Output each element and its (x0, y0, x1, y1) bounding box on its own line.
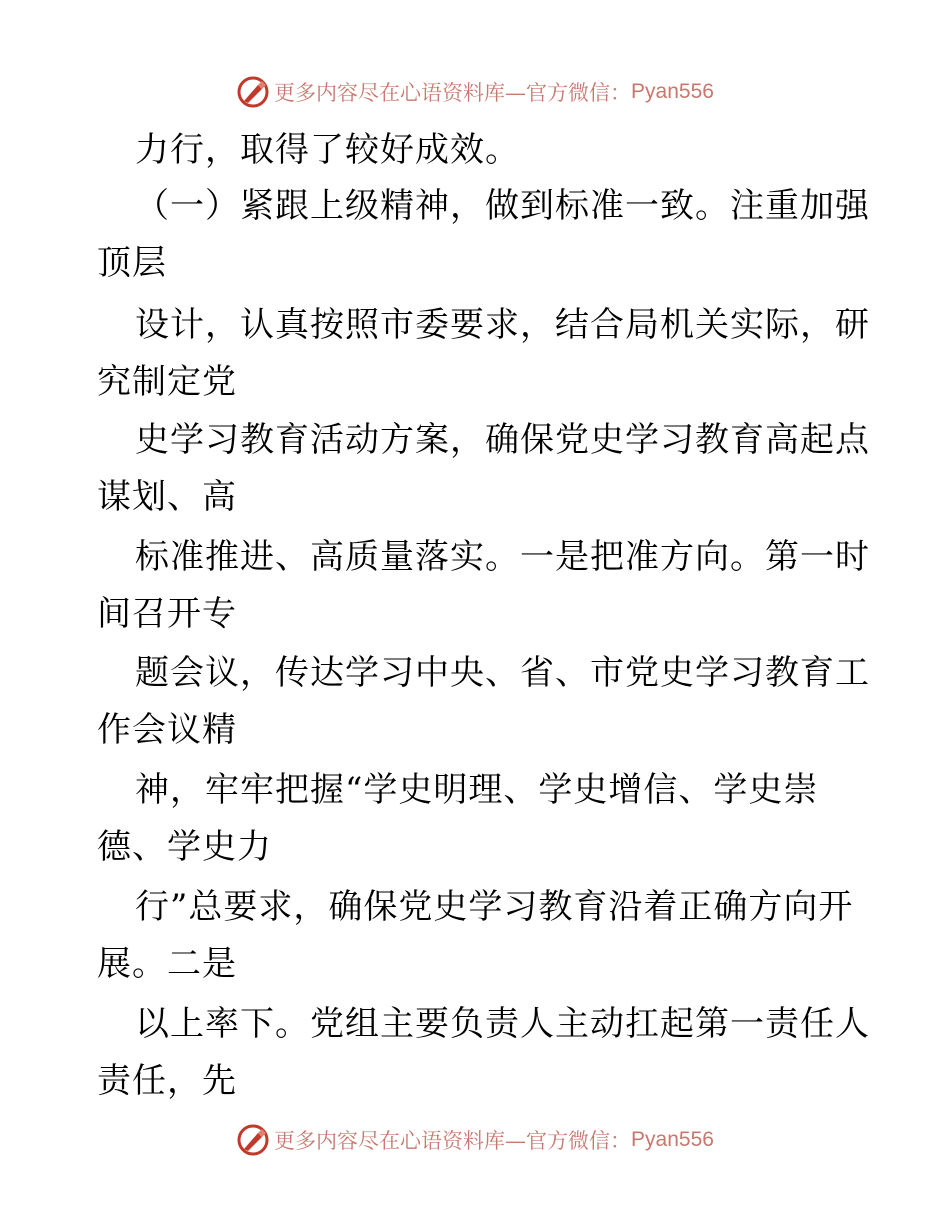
pen-logo-icon (236, 75, 270, 109)
text-line: 作会议精 (97, 710, 237, 750)
watermark-text: 更多内容尽在心语资料库—官方微信： (274, 1129, 632, 1153)
watermark-text: 更多内容尽在心语资料库—官方微信： (274, 81, 632, 105)
watermark-wechat-id: Pyan556 (631, 1128, 714, 1151)
text-line: 神，牢牢把握“学史明理、学史增信、学史崇 (135, 770, 819, 810)
text-line: 展。二是 (97, 944, 237, 984)
text-line: 究制定党 (97, 362, 237, 402)
text-line: 设计，认真按照市委要求，结合局机关实际，研 (135, 305, 870, 345)
text-line: 顶层 (97, 243, 167, 283)
watermark-footer (0, 1120, 950, 1160)
text-line: 史学习教育活动方案，确保党史学习教育高起点 (135, 420, 870, 460)
text-line: 德、学史力 (97, 827, 272, 867)
watermark-header (0, 72, 950, 112)
pen-logo-icon (236, 1123, 270, 1157)
text-line: 以上率下。党组主要负责人主动扛起第一责任人 (135, 1004, 870, 1044)
watermark-wechat-id: Pyan556 (631, 80, 714, 103)
text-line: 题会议，传达学习中央、省、市党史学习教育工 (135, 653, 870, 693)
text-line: 力行，取得了较好成效。 (135, 130, 520, 170)
text-line: 谋划、高 (97, 477, 237, 517)
text-line: 标准推进、高质量落实。一是把准方向。第一时 (135, 537, 870, 577)
text-line: 责任，先 (97, 1061, 237, 1101)
text-line: 间召开专 (97, 594, 237, 634)
text-line: （一）紧跟上级精神，做到标准一致。注重加强 (135, 186, 870, 226)
text-line: 行”总要求，确保党史学习教育沿着正确方向开 (135, 887, 854, 927)
